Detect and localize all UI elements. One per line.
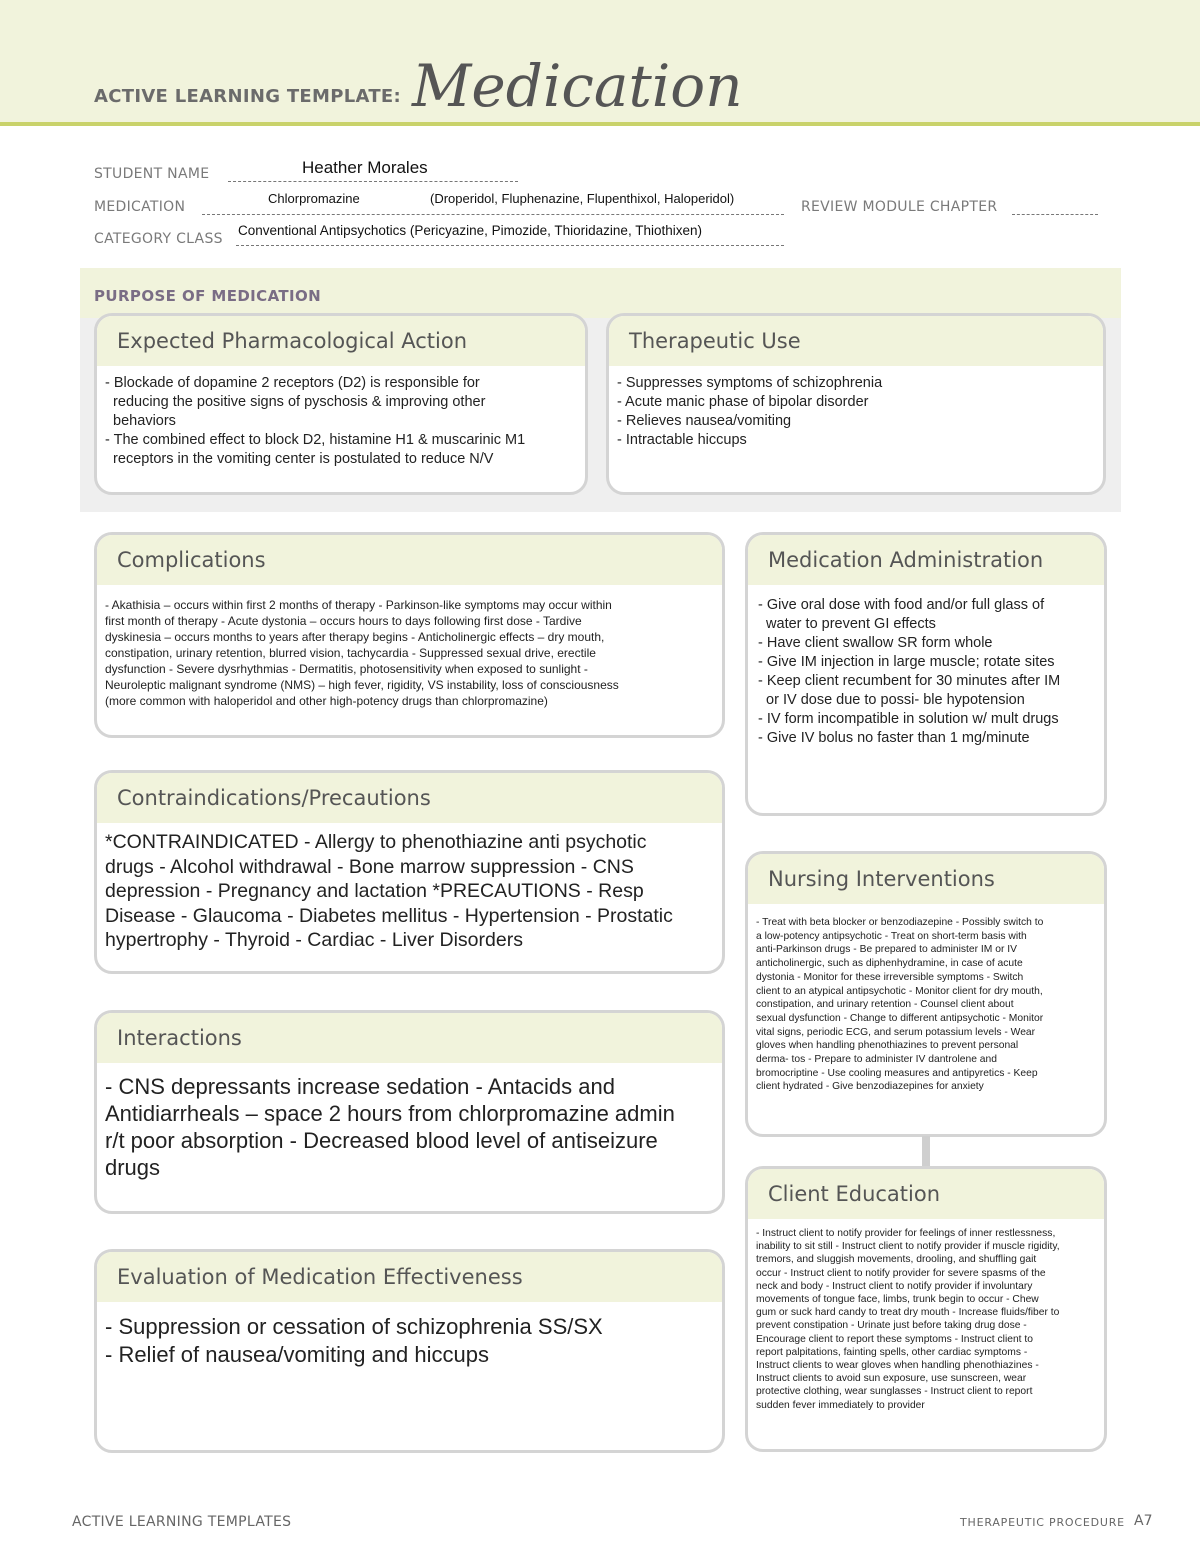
client-education-line: - Instruct client to notify provider for feelings of inner restlessness, <box>756 1228 1056 1239</box>
nursing-line: dystonia - Monitor for these irreversible symptoms - Switch <box>756 971 1024 983</box>
interactions-line: Antidiarrheals – space 2 hours from chlorpromazine admin <box>105 1101 675 1126</box>
nursing-line: gloves when handling phenothiazines to prevent personal <box>756 1040 1019 1052</box>
category-class-value[interactable]: Conventional Antipsychotics (Pericyazine, Pimozide, Thioridazine, Thiothixen) <box>238 223 702 238</box>
nursing-interventions-body[interactable] <box>748 904 1104 1094</box>
box-connector <box>922 1136 930 1166</box>
med-admin-title: Medication Administration <box>748 535 1104 585</box>
med-admin-line: - Give oral dose with food and/or full glass of <box>758 597 1045 613</box>
contraindications-title: Contraindications/Precautions <box>97 773 722 823</box>
complications-line: (more common with haloperidol and other high-potency drugs than chlorpromazine) <box>105 694 548 708</box>
evaluation-line: - Suppression or cessation of schizophrenia SS/SX <box>105 1314 603 1339</box>
client-education-line: report palpitations, fainting spells, other cardiac symptoms - <box>756 1346 1028 1358</box>
med-admin-line: - Have client swallow SR form whole <box>758 635 993 651</box>
nursing-line: anticholinergic, such as diphenhydramine, in case of acute <box>756 958 1023 970</box>
complications-line: dyskinesia – occurs months to years after therapy begins - Anticholinergic effects – dry mouth, <box>105 630 605 644</box>
therapeutic-use-box <box>606 313 1106 495</box>
med-admin-line: - IV form incompatible in solution w/ mult drugs <box>758 711 1059 727</box>
nursing-line: anti-Parkinson drugs - Be prepared to administer IM or IV <box>756 944 1017 956</box>
med-admin-box <box>745 532 1107 816</box>
med-admin-line: - Give IM injection in large muscle; rotate sites <box>758 654 1055 670</box>
med-admin-line: - Keep client recumbent for 30 minutes after IM <box>758 673 1061 689</box>
contraindications-line: depression - Pregnancy and lactation *PRECAUTIONS - Resp <box>105 880 644 902</box>
contraindications-line: hypertrophy - Thyroid - Cardiac - Liver Disorders <box>105 929 523 951</box>
footer-left: ACTIVE LEARNING TEMPLATES <box>72 1514 292 1530</box>
complications-line: constipation, urinary retention, blurred vision, tachycardia - Suppressed sexual drive, erectile <box>105 646 596 660</box>
nursing-line: derma- tos - Prepare to administer IV dantrolene and <box>756 1054 997 1066</box>
client-education-box <box>745 1166 1107 1452</box>
page-title: Medication <box>412 52 743 120</box>
review-module-label: REVIEW MODULE CHAPTER <box>801 199 998 215</box>
client-education-body[interactable] <box>748 1219 1104 1412</box>
complications-title: Complications <box>97 535 722 585</box>
client-education-line: neck and body - Instruct client to notify provider if involuntary <box>756 1280 1033 1292</box>
medication-value[interactable]: Chlorpromazine <box>268 191 360 206</box>
nursing-interventions-box <box>745 851 1107 1137</box>
nursing-line: bromocriptine - Use cooling measures and antipyretics - Keep <box>756 1067 1038 1079</box>
evaluation-body[interactable] <box>97 1302 722 1368</box>
nursing-line: sexual dysfunction - Change to different antipsychotic - Monitor <box>756 1012 1044 1024</box>
client-education-line: Encourage client to report these symptoms - Instruct client to <box>756 1333 1033 1345</box>
evaluation-title: Evaluation of Medication Effectiveness <box>97 1252 722 1302</box>
expected-action-line: - The combined effect to block D2, histamine H1 & muscarinic M1 <box>105 432 526 448</box>
client-education-line: Instruct clients to wear gloves when handling phenothiazines - <box>756 1360 1039 1372</box>
interactions-line: - CNS depressants increase sedation - Antacids and <box>105 1074 615 1099</box>
complications-line: dysfunction - Severe dysrhythmias - Dermatitis, photosensitivity when exposed to sunlight - <box>105 662 588 676</box>
medication-label: MEDICATION <box>94 199 186 215</box>
client-education-line: inability to sit still - Instruct client to notify provider if muscle rigidity, <box>756 1241 1060 1253</box>
student-name-line <box>228 181 518 182</box>
nursing-interventions-title: Nursing Interventions <box>748 854 1104 904</box>
therapeutic-use-line: - Suppresses symptoms of schizophrenia <box>617 375 883 391</box>
category-class-line <box>236 245 784 246</box>
expected-action-line: receptors in the vomiting center is postulated to reduce N/V <box>105 451 494 467</box>
interactions-box <box>94 1010 725 1214</box>
medication-alternatives: (Droperidol, Fluphenazine, Flupenthixol, Haloperidol) <box>430 191 735 206</box>
complications-line: - Akathisia – occurs within first 2 months of therapy - Parkinson-like symptoms may occur within <box>105 598 612 612</box>
expected-action-title: Expected Pharmacological Action <box>97 316 585 366</box>
med-admin-body[interactable] <box>748 585 1104 748</box>
nursing-line: vital signs, periodic ECG, and serum potassium levels - Wear <box>756 1026 1036 1038</box>
contraindications-box <box>94 770 725 974</box>
nursing-line: client hydrated - Give benzodiazepines for anxiety <box>756 1081 984 1093</box>
student-name-label: STUDENT NAME <box>94 166 210 182</box>
therapeutic-use-body[interactable] <box>609 366 1103 450</box>
client-education-line: sudden fever immediately to provider <box>756 1399 925 1411</box>
student-name-value[interactable]: Heather Morales <box>302 158 428 177</box>
nursing-line: constipation, and urinary retention - Counsel client about <box>756 999 1014 1011</box>
nursing-line: - Treat with beta blocker or benzodiazepine - Possibly switch to <box>756 917 1044 928</box>
interactions-line: r/t poor absorption - Decreased blood level of antiseizure <box>105 1128 658 1153</box>
complications-body[interactable] <box>97 585 722 709</box>
contraindications-line: *CONTRAINDICATED - Allergy to phenothiazine anti psychotic <box>105 831 647 853</box>
therapeutic-use-line: - Acute manic phase of bipolar disorder <box>617 394 869 410</box>
client-education-line: movements of tongue face, limbs, trunk begin to occur - Chew <box>756 1294 1039 1306</box>
client-education-line: occur - Instruct client to notify provider for severe spasms of the <box>756 1267 1046 1279</box>
med-admin-line: - Give IV bolus no faster than 1 mg/minute <box>758 730 1030 746</box>
expected-action-line: reducing the positive signs of pyschosis & improving other <box>105 394 486 410</box>
complications-box <box>94 532 725 738</box>
medication-line <box>202 214 784 215</box>
contraindications-body[interactable] <box>97 823 722 953</box>
contraindications-line: drugs - Alcohol withdrawal - Bone marrow suppression - CNS <box>105 855 634 878</box>
therapeutic-use-line: - Intractable hiccups <box>617 432 747 448</box>
expected-action-line: behaviors <box>105 413 176 429</box>
template-label: ACTIVE LEARNING TEMPLATE: <box>94 86 401 107</box>
header-rule <box>0 122 1200 126</box>
client-education-line: tremors, and sluggish movements, drooling, and shuffling gait <box>756 1254 1037 1266</box>
client-education-line: gum or suck hard candy to treat dry mouth - Increase fluids/fiber to <box>756 1307 1060 1319</box>
evaluation-box <box>94 1249 725 1453</box>
client-education-line: prevent constipation - Urinate just before taking drug dose - <box>756 1320 1027 1332</box>
nursing-line: client to an atypical antipsychotic - Monitor client for dry mouth, <box>756 985 1043 997</box>
expected-action-box <box>94 313 588 495</box>
client-education-line: protective clothing, wear sunglasses - Instruct client to report <box>756 1386 1033 1398</box>
footer-right: THERAPEUTIC PROCEDURE <box>960 1516 1125 1529</box>
med-admin-line: water to prevent GI effects <box>758 616 936 632</box>
interactions-line: drugs <box>105 1155 161 1180</box>
interactions-body[interactable] <box>97 1063 722 1181</box>
purpose-label: PURPOSE OF MEDICATION <box>94 287 322 305</box>
expected-action-body[interactable] <box>97 366 585 469</box>
nursing-line: a low-potency antipsychotic - Treat on short-term basis with <box>756 930 1027 942</box>
footer-page-number: A7 <box>1134 1513 1153 1529</box>
complications-line: Neuroleptic malignant syndrome (NMS) – high fever, rigidity, VS instability, loss of consciousness <box>105 678 619 692</box>
evaluation-line: - Relief of nausea/vomiting and hiccups <box>105 1341 489 1367</box>
review-module-line[interactable] <box>1012 214 1098 215</box>
category-class-label: CATEGORY CLASS <box>94 231 223 247</box>
med-admin-line: or IV dose due to possi- ble hypotension <box>758 692 1025 708</box>
complications-line: first month of therapy - Acute dystonia – occurs hours to days following first dose - Tardive <box>105 614 582 628</box>
client-education-title: Client Education <box>748 1169 1104 1219</box>
interactions-title: Interactions <box>97 1013 722 1063</box>
therapeutic-use-line: - Relieves nausea/vomiting <box>617 413 792 429</box>
expected-action-line: - Blockade of dopamine 2 receptors (D2) is responsible for <box>105 375 480 391</box>
therapeutic-use-title: Therapeutic Use <box>609 316 1103 366</box>
contraindications-line: Disease - Glaucoma - Diabetes mellitus - Hypertension - Prostatic <box>105 904 673 927</box>
client-education-line: Instruct clients to avoid sun exposure, use sunscreen, wear <box>756 1373 1027 1385</box>
